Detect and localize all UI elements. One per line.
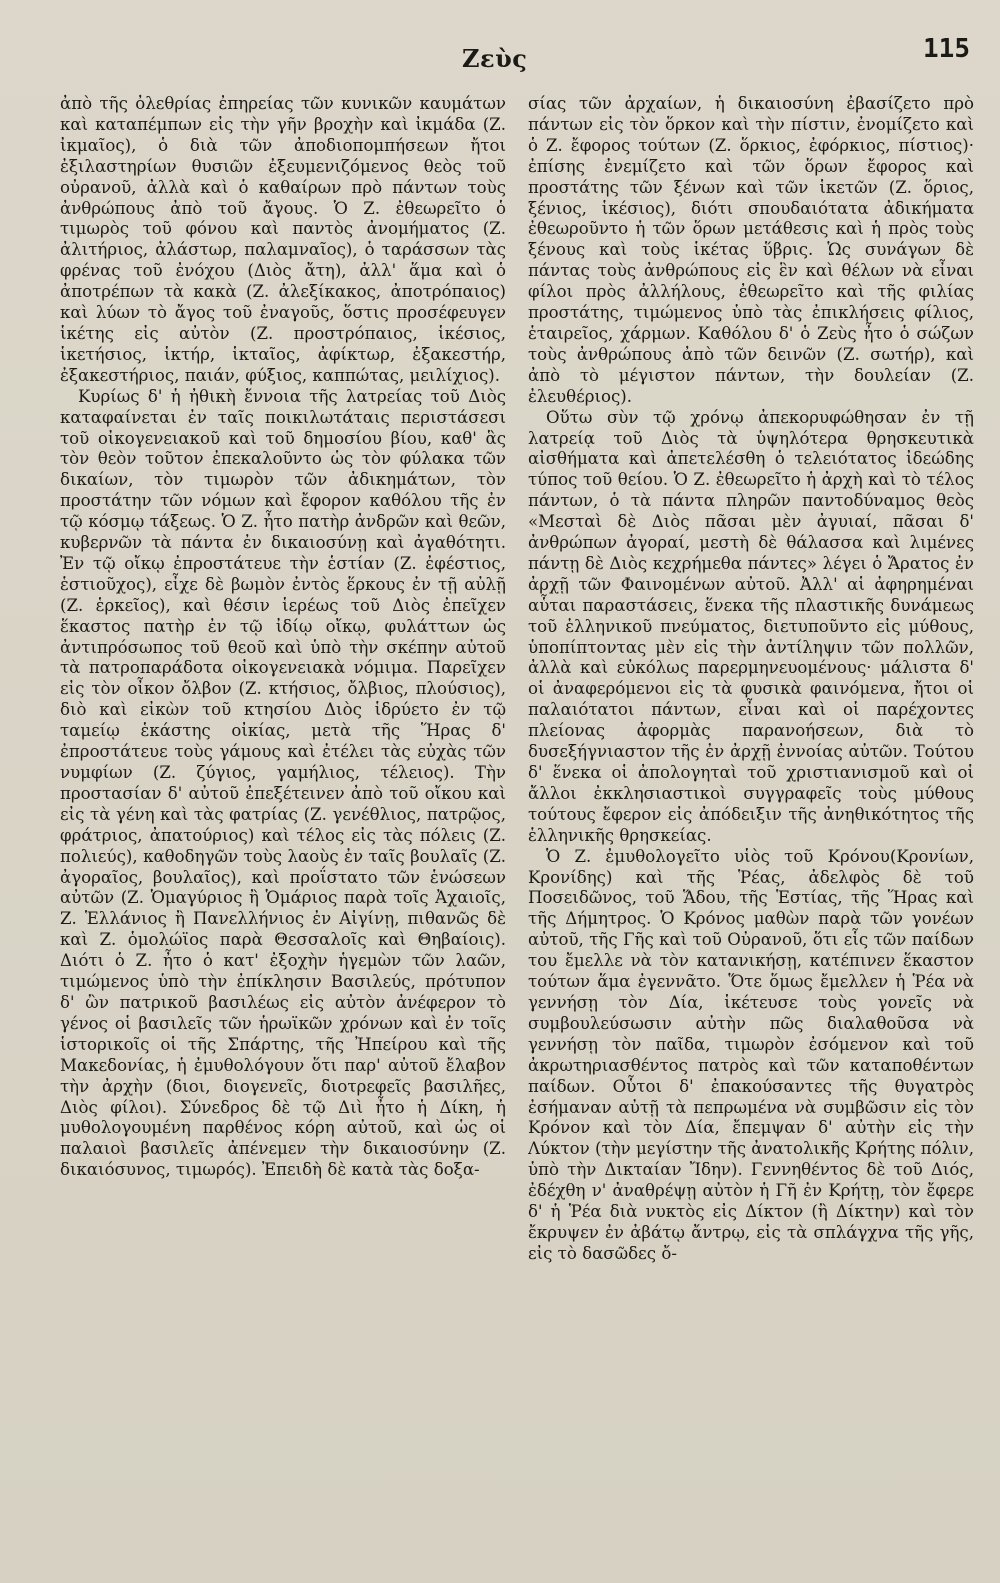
right-paragraph-3: Ὁ Ζ. ἐμυθολογεῖτο υἱὸς τοῦ Κρόνου(Κρονίων, Κρονίδης) καὶ τῆς Ῥέας, ἀδελφὸς δὲ τοῦ Ποσειδῶνος, τοῦ Ἅδου, τῆς Ἑστίας, τῆς Ἥρας καὶ τῆς Δήμητρος. Ὁ Κρόνος μαθὼν παρὰ τῶν γονέων αὐτοῦ, τῆς Γῆς καὶ τοῦ Οὐρανοῦ, ὅτι εἷς τῶν παίδων του ἔμελλε νὰ τὸν κατανικήσῃ, κατέπινεν ἕκαστον τούτων ἅμα ἐγεννᾶτο. Ὅτε ὅμως ἔμελλεν ἡ Ῥέα νὰ γεννήσῃ τὸν Δία, ἱκέτευσε τοὺς γονεῖς νὰ συμβουλεύσωσιν αὐτὴν πῶς διαλαθοῦσα νὰ γεννήσῃ τὸν παῖδα, τιμωρὸν ἐσόμενον καὶ τοῦ ἀκρωτηριασθέντος πατρὸς καὶ τῶν καταποθέντων παίδων. Οὗτοι δ' ἐπακούσαντες τῆς θυγατρὸς ἐσήμαναν αὐτῇ τὰ πεπρωμένα νὰ συμβῶσιν εἰς τὸν Κρόνον καὶ τὸν Δία, ἔπεμψαν δ' αὐτὴν εἰς τὴν Λύκτον (τὴν μεγίστην τῆς ἀνατολικῆς Κρήτης πόλιν, ὑπὸ τὴν Δικταίαν Ἴδην). Γεννηθέντος δὲ τοῦ Διός, ἐδέχθη ν' ἀναθρέψῃ αὐτὸν ἡ Γῆ ἐν Κρήτῃ, τὸν ἔφερε δ' ἡ Ῥέα διὰ νυκτὸς εἰς Δίκτον (ἢ Δίκτην) καὶ τὸν ἔκρυψεν ἐν ἀβάτῳ ἄντρῳ, εἰς τὰ σπλάγχνα τῆς γῆς, εἰς τὸ δασῶδες ὄ- <box>528 846 974 1263</box>
left-paragraph-1: ἀπὸ τῆς ὀλεθρίας ἐπηρείας τῶν κυνικῶν καυμάτων καὶ καταπέμπων εἰς τὴν γῆν βροχὴν καὶ ἰκμάδα (Ζ. ἰκμαῖος), ὁ διὰ τῶν ἀποδιοπομπήσεων ἤτοι ἐξιλαστηρίων θυσιῶν ἐξευμενιζόμενος θεὸς τοῦ οὐρανοῦ, ἀλλὰ καὶ ὁ καθαίρων πρὸ πάντων τοὺς ἀνθρώπους ἀπὸ τοῦ ἄγους. Ὁ Ζ. ἐθεωρεῖτο ὁ τιμωρὸς τοῦ φόνου καὶ παντὸς ἀνομήματος (Ζ. ἀλιτήριος, ἀλάστωρ, παλαμναῖος), ὁ ταράσσων τὰς φρένας τοῦ ἐνόχου (Διὸς ἄτη), ἀλλ' ἅμα καὶ ὁ ἀποτρέπων τὰ κακὰ (Ζ. ἀλεξίκακος, ἀποτρόπαιος) καὶ λύων τὸ ἄγος τοῦ ἐναγοῦς, ὅστις προσέφευγεν ἱκέτης εἰς αὐτὸν (Ζ. προστρόπαιος, ἱκέσιος, ἱκετήσιος, ἱκτήρ, ἱκταῖος, ἀφίκτωρ, ἐξακεστήρ, ἐξακεστήριος, παιάν, φύξιος, καππώτας, μειλίχιος). <box>60 94 506 385</box>
running-head-title: Ζεὺς <box>462 44 528 73</box>
left-column <box>60 94 506 1549</box>
two-column-body <box>60 94 974 1549</box>
running-header <box>0 26 1000 76</box>
right-paragraph-2: Οὕτω σὺν τῷ χρόνῳ ἀπεκορυφώθησαν ἐν τῇ λατρείᾳ τοῦ Διὸς τὰ ὑψηλότερα θρησκευτικὰ αἰσθήματα καὶ ἀπετελέσθη ὁ τελειότατος ἰδεώδης τύπος τοῦ θείου. Ὁ Ζ. ἐθεωρεῖτο ἡ ἀρχὴ καὶ τὸ τέλος πάντων, ὁ τὰ πάντα πληρῶν παντοδύναμος θεὸς «Μεσταὶ δὲ Διὸς πᾶσαι μὲν ἀγυιαί, πᾶσαι δ' ἀνθρώπων ἀγοραί, μεστὴ δὲ θάλασσα καὶ λιμένες πάντῃ δὲ Διὸς κεχρήμεθα πάντες» λέγει ὁ Ἄρατος ἐν ἀρχῇ τῶν Φαινομένων αὐτοῦ. Ἀλλ' αἱ ἀφηρημέναι αὗται παραστάσεις, ἕνεκα τῆς πλαστικῆς δυνάμεως τοῦ ἑλληνικοῦ πνεύματος, διετυποῦντο εἰς μύθους, ὑποπίπτοντας μὲν εἰς τὴν ἀντίληψιν τῶν πολλῶν, ἀλλὰ καὶ εὐκόλως παρερμηνευομένους· μάλιστα δ' οἱ ἀναφερόμενοι εἰς τὰ φυσικὰ φαινόμενα, ἤτοι οἱ παλαιότατοι πάντων, εἶναι καὶ οἱ παρέχοντες πλείονας ἀφορμὰς παρανοήσεων, διὰ τὸ δυσεξήγνιαστον τῆς ἐν ἀρχῇ ἐννοίας αὐτῶν. Τούτου δ' ἕνεκα οἱ ἀπολογηταὶ τοῦ χριστιανισμοῦ καὶ οἱ ἄλλοι ἐκκλησιαστικοὶ συγγραφεῖς τοὺς μύθους τούτους ἔφερον εἰς ἀπόδειξιν τῆς ἀνηθικότητος τῆς ἑλληνικῆς θρησκείας. <box>528 407 974 845</box>
left-paragraph-2: Κυρίως δ' ἡ ἠθικὴ ἔννοια τῆς λατρείας τοῦ Διὸς καταφαίνεται ἐν ταῖς ποικιλωτάταις περιστάσεσι τοῦ οἰκογενειακοῦ καὶ τοῦ δημοσίου βίου, καθ' ἃς τὸν θεὸν τοῦτον ἐπεκαλοῦντο ὡς τὸν φύλακα τῶν δικαίων, τὸν τιμωρὸν τῶν ἀδικημάτων, τὸν προστάτην τῶν νόμων καὶ ἔφορον καθόλου τῆς ἐν τῷ κόσμῳ τάξεως. Ὁ Ζ. ἦτο πατὴρ ἀνδρῶν καὶ θεῶν, κυβερνῶν τὰ πάντα ἐν δικαιοσύνῃ καὶ ἀγαθότητι. Ἐν τῷ οἴκῳ ἐπροστάτευε τὴν ἑστίαν (Ζ. ἐφέστιος, ἑστιοῦχος), εἶχε δὲ βωμὸν ἐντὸς ἕρκους ἐν τῇ αὐλῇ (Ζ. ἑρκεῖος), καὶ θέσιν ἱερέως τοῦ Διὸς ἐπεῖχεν ἕκαστος πατὴρ ἐν τῷ ἰδίῳ οἴκῳ, φυλάττων ὡς ἀντιπρόσωπος τοῦ θεοῦ καὶ ὑπὸ τὴν σκέπην αὐτοῦ τὰ πατροπαράδοτα οἰκογενειακὰ νόμιμα. Παρεῖχεν εἰς τὸν οἶκον ὄλβον (Ζ. κτήσιος, ὄλβιος, πλούσιος), διὸ καὶ εἰκὼν τοῦ κτησίου Διὸς ἱδρύετο ἐν τῷ ταμείῳ ἑκάστης οἰκίας, μετὰ τῆς Ἥρας δ' ἐπροστάτευε τοὺς γάμους καὶ ἐτέλει τὰς εὐχὰς τῶν νυμφίων (Ζ. ζύγιος, γαμήλιος, τέλειος). Τὴν προστασίαν δ' αὐτοῦ ἐπεξέτεινεν ἀπὸ τοῦ οἴκου καὶ εἰς τὰ γένη καὶ τὰς φατρίας (Ζ. γενέθλιος, πατρῷος, φράτριος, ἀπατούριος) καὶ τέλος εἰς τὰς πόλεις (Ζ. πολιεύς), καθοδηγῶν τοὺς λαοὺς ἐν ταῖς βουλαῖς (Ζ. ἀγοραῖος, βουλαῖος), καὶ προΐστατο τῶν ἑνώσεων αὐτῶν (Ζ. Ὁμαγύριος ἢ Ὁμάριος παρὰ τοῖς Ἀχαιοῖς, Ζ. Ἑλλάνιος ἢ Πανελλήνιος ἐν Αἰγίνῃ, πιθανῶς δὲ καὶ Ζ. ὁμολώϊος παρὰ Θεσσαλοῖς καὶ Θηβαίοις). Διότι ὁ Ζ. ἦτο ὁ κατ' ἐξοχὴν ἡγεμὼν τῶν λαῶν, τιμώμενος ὑπὸ τὴν ἐπίκλησιν Βασιλεύς, πρότυπον δ' ὢν πατρικοῦ βασιλέως εἰς αὐτὸν ἀνέφερον τὸ γένος οἱ βασιλεῖς τῶν ἡρωϊκῶν χρόνων καὶ ἐν τοῖς ἱστορικοῖς οἱ τῆς Σπάρτης, τῆς Ἠπείρου καὶ τῆς Μακεδονίας, ἡ ἐμυθολόγουν ὅτι παρ' αὐτοῦ ἔλαβον τὴν ἀρχὴν (διοι, διογενεῖς, διοτρεφεῖς βασιλῆες, Διὸς φίλοι). Σύνεδρος δὲ τῷ Διὶ ἦτο ἡ Δίκη, ἡ μυθολογουμένη παρθένος κόρη αὐτοῦ, καὶ ὡς οἱ παλαιοὶ βασιλεῖς ἀπένεμεν τὴν δικαιοσύνην (Ζ. δικαιόσυνος, τιμωρός). Ἐπειδὴ δὲ κατὰ τὰς δοξα- <box>60 386 506 1180</box>
right-column <box>528 94 974 1549</box>
page-number: 115 <box>923 34 970 64</box>
right-paragraph-1: σίας τῶν ἀρχαίων, ἡ δικαιοσύνη ἐβασίζετο πρὸ πάντων εἰς τὸν ὅρκον καὶ τὴν πίστιν, ἐνομίζετο καὶ ὁ Ζ. ἔφορος τούτων (Ζ. ὅρκιος, ἐφόρκιος, πίστιος)· ἐπίσης ἐνεμίζετο καὶ τῶν ὅρων ἔφορος καὶ προστάτης τῶν ξένων καὶ τῶν ἱκετῶν (Ζ. ὅριος, ξένιος, ἱκέσιος), διότι σπουδαιότατα ἀδικήματα ἐθεωροῦντο ἡ τῶν ὅρων μετάθεσις καὶ ἡ πρὸς τοὺς ξένους καὶ τοὺς ἱκέτας ὕβρις. Ὡς συνάγων δὲ πάντας τοὺς ἀνθρώπους εἰς ἓν καὶ θέλων νὰ εἶναι φίλοι πρὸς ἀλλήλους, ἐθεωρεῖτο καὶ τῆς φιλίας προστάτης, τιμώμενος ὑπὸ τὰς ἐπικλήσεις φίλιος, ἑταιρεῖος, χάρμων. Καθόλου δ' ὁ Ζεὺς ἦτο ὁ σώζων τοὺς ἀνθρώπους ἀπὸ τῶν δεινῶν (Ζ. σωτήρ), καὶ ἀπὸ τὸ μέγιστον πάντων, τὴν δουλείαν (Ζ. ἐλευθέριος). <box>528 94 974 406</box>
